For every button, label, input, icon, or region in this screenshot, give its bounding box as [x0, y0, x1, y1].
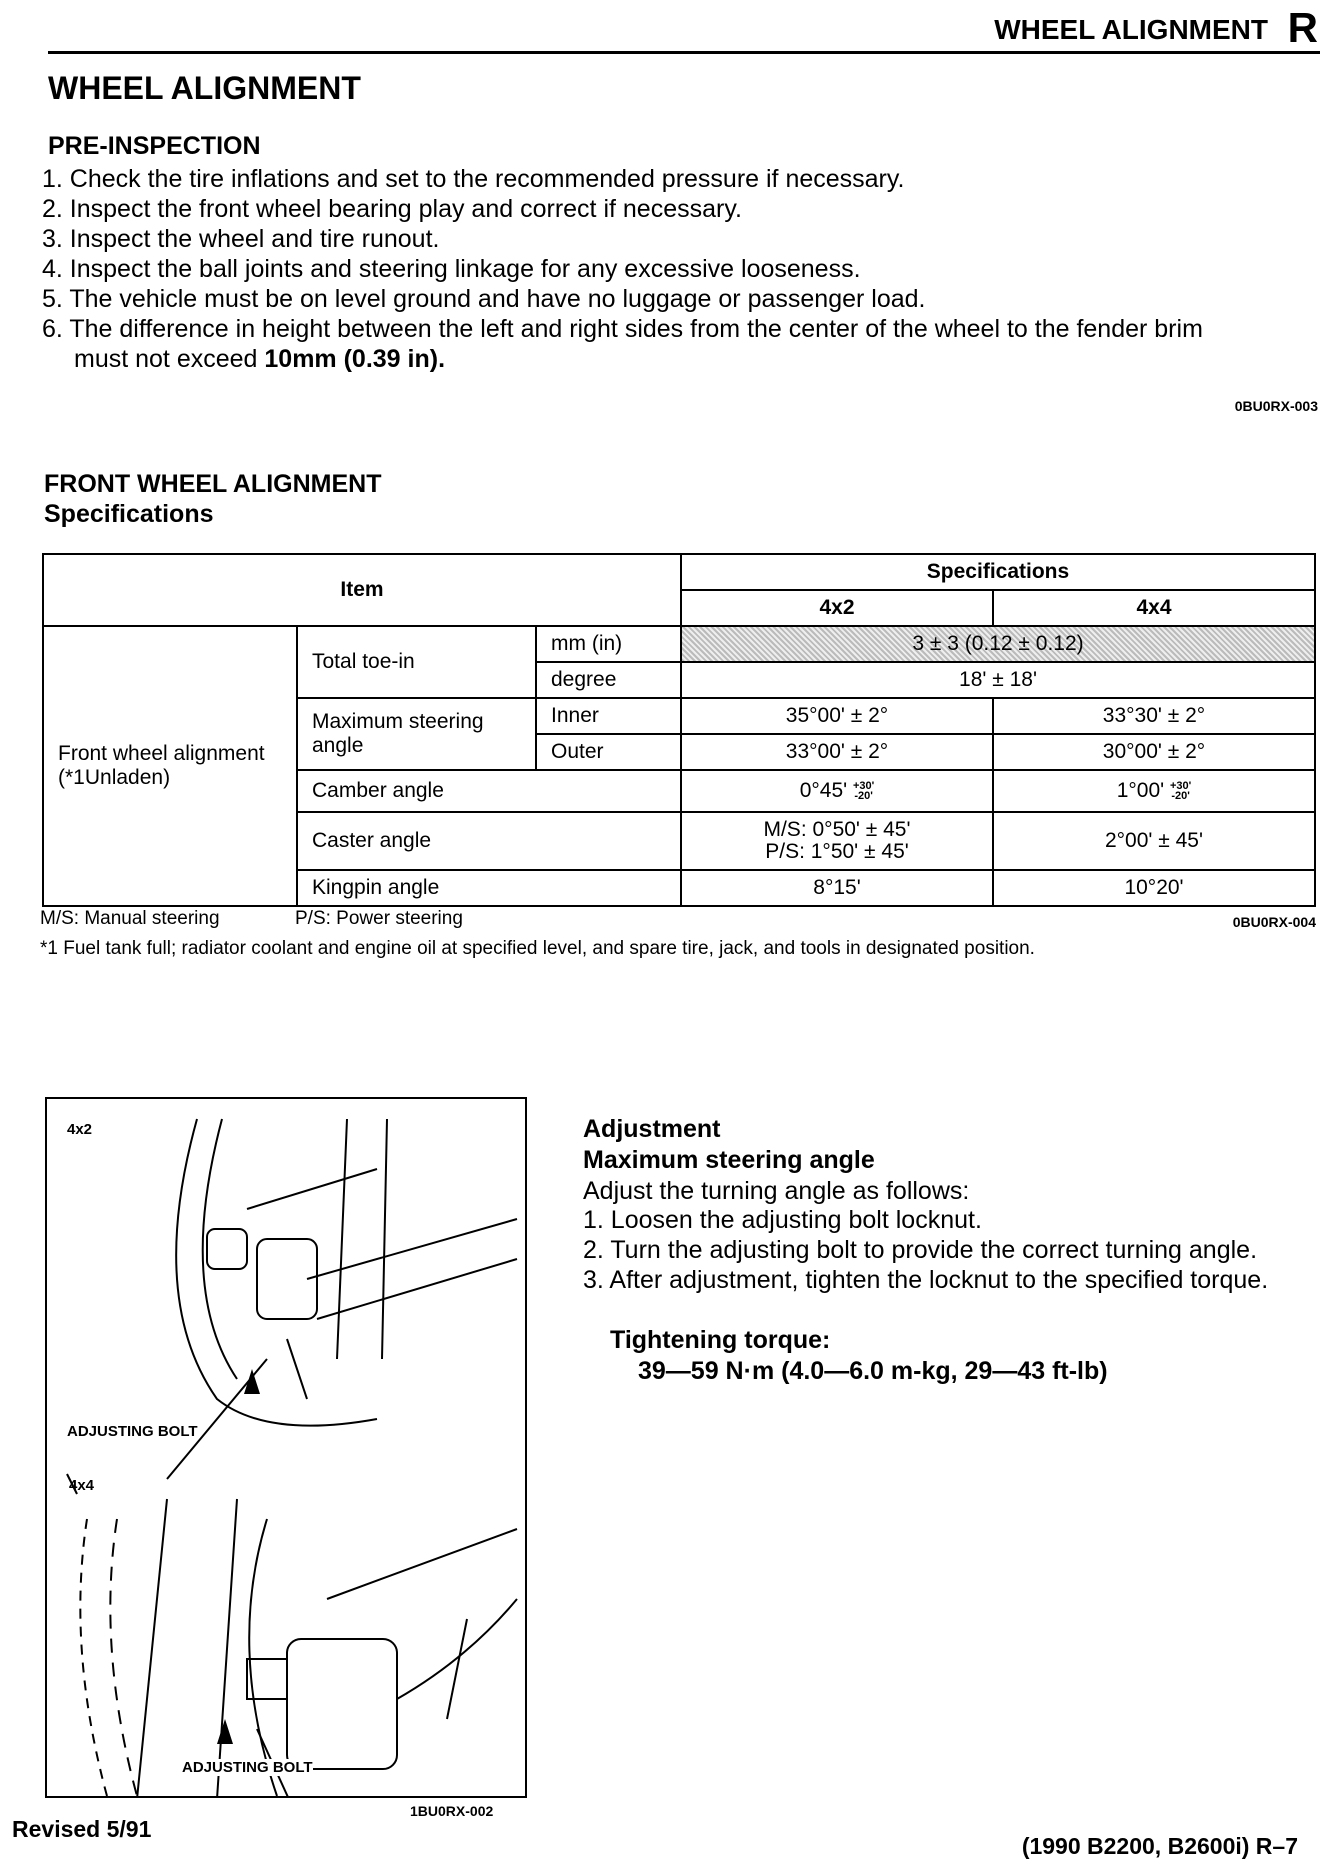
- list-item: 1. Check the tire inflations and set to the recommended pressure if necessary.: [42, 165, 905, 193]
- bolt-callout-1: ADJUSTING BOLT: [67, 1423, 198, 1440]
- outer-4x2: 33°00' ± 2°: [681, 734, 993, 770]
- step: 1. Loosen the adjusting bolt locknut.: [583, 1206, 982, 1234]
- adjusting-bolt-figure: [45, 1097, 527, 1798]
- toe-deg-value: 18' ± 18': [681, 662, 1315, 698]
- torque-label: Tightening torque:: [610, 1326, 831, 1354]
- kingpin-4x4: 10°20': [993, 870, 1315, 906]
- caster-ps: P/S: 1°50' ± 45': [765, 840, 909, 863]
- spec-header: Specifications: [681, 554, 1315, 590]
- section-header: WHEEL ALIGNMENT: [994, 14, 1268, 45]
- camber-4x4: [993, 770, 1315, 812]
- item-header: Item: [43, 554, 681, 626]
- torque-value: 39—59 N·m (4.0—6.0 m-kg, 29—43 ft-lb): [638, 1357, 1108, 1385]
- tol-plus: +30': [1170, 780, 1192, 793]
- height-limit: 10mm (0.39 in).: [264, 345, 446, 373]
- specs-heading: Specifications: [44, 500, 214, 528]
- inner-4x2: 35°00' ± 2°: [681, 698, 993, 734]
- kingpin-4x2: 8°15': [681, 870, 993, 906]
- caster-4x2: [681, 812, 993, 870]
- table-code: 0BU0RX-004: [1232, 914, 1316, 930]
- suspension-illustration: [47, 1099, 525, 1796]
- outer-label: Outer: [536, 734, 681, 770]
- group-note: (*1Unladen): [58, 766, 171, 789]
- step: 3. After adjustment, tighten the locknut to the specified torque.: [583, 1266, 1269, 1294]
- list-item: 2. Inspect the front wheel bearing play and correct if necessary.: [42, 195, 742, 223]
- fig-label-4x2: 4x2: [67, 1121, 93, 1138]
- tol-plus: +30': [853, 780, 875, 793]
- group-label: Front wheel alignment: [58, 742, 265, 765]
- mm-label: mm (in): [536, 626, 681, 662]
- degree-label: degree: [536, 662, 681, 698]
- max-angle-label: Maximum steering angle: [297, 698, 536, 770]
- adjust-steps: [583, 1205, 1268, 1295]
- camber-4x4-value: 1°00': [1116, 779, 1165, 802]
- figure-code: 1BU0RX-002: [410, 1803, 494, 1819]
- ms-note: M/S: Manual steering: [40, 908, 220, 929]
- front-heading: FRONT WHEEL ALIGNMENT: [44, 470, 382, 498]
- revised-date: Revised 5/91: [12, 1816, 152, 1842]
- adjust-intro: Adjust the turning angle as follows:: [583, 1177, 970, 1205]
- spec-table: [42, 553, 1316, 907]
- caster-4x4: 2°00' ± 45': [993, 812, 1315, 870]
- camber-4x2-value: 0°45': [799, 779, 848, 802]
- toe-label: Total toe-in: [297, 626, 536, 698]
- list-item-cont: must not exceed: [74, 345, 265, 373]
- tol-minus: -20': [1171, 790, 1190, 803]
- col-4x4: 4x4: [993, 590, 1315, 626]
- list-item: 4. Inspect the ball joints and steering linkage for any excessive looseness.: [42, 255, 861, 283]
- footnote: *1 Fuel tank full; radiator coolant and engine oil at specified level, and spare tire, jack, and tools in designated position.: [40, 938, 1035, 959]
- list-item: 6. The difference in height between the left and right sides from the center of the wheel to the fender brim: [42, 315, 1203, 343]
- ps-note: P/S: Power steering: [295, 908, 463, 929]
- group-cell: [43, 626, 297, 906]
- page-title: WHEEL ALIGNMENT: [48, 70, 361, 106]
- bolt-callout-2: ADJUSTING BOLT: [182, 1759, 313, 1776]
- section-letter: R: [1287, 4, 1318, 51]
- caster-label: Caster angle: [297, 812, 681, 870]
- inner-label: Inner: [536, 698, 681, 734]
- pre-inspection-heading: PRE-INSPECTION: [48, 132, 261, 160]
- step: 2. Turn the adjusting bolt to provide the correct turning angle.: [583, 1236, 1258, 1264]
- kingpin-label: Kingpin angle: [297, 870, 681, 906]
- toe-mm-value: 3 ± 3 (0.12 ± 0.12): [681, 626, 1315, 662]
- camber-label: Camber angle: [297, 770, 681, 812]
- page-number: (1990 B2200, B2600i) R–7: [1021, 1833, 1298, 1859]
- list-item: 5. The vehicle must be on level ground and have no luggage or passenger load.: [42, 285, 926, 313]
- fig-label-4x4: 4x4: [69, 1477, 95, 1494]
- header-rule: [48, 51, 1320, 54]
- tol-minus: -20': [854, 790, 873, 803]
- ref-code: 0BU0RX-003: [1234, 398, 1318, 414]
- pre-inspection-list: [42, 164, 1203, 374]
- max-angle-heading: Maximum steering angle: [583, 1146, 875, 1174]
- inner-4x4: 33°30' ± 2°: [993, 698, 1315, 734]
- caster-ms: M/S: 0°50' ± 45': [763, 818, 911, 841]
- adjustment-heading: Adjustment: [583, 1115, 721, 1143]
- col-4x2: 4x2: [681, 590, 993, 626]
- list-item: 3. Inspect the wheel and tire runout.: [42, 225, 440, 253]
- camber-4x2: [681, 770, 993, 812]
- outer-4x4: 30°00' ± 2°: [993, 734, 1315, 770]
